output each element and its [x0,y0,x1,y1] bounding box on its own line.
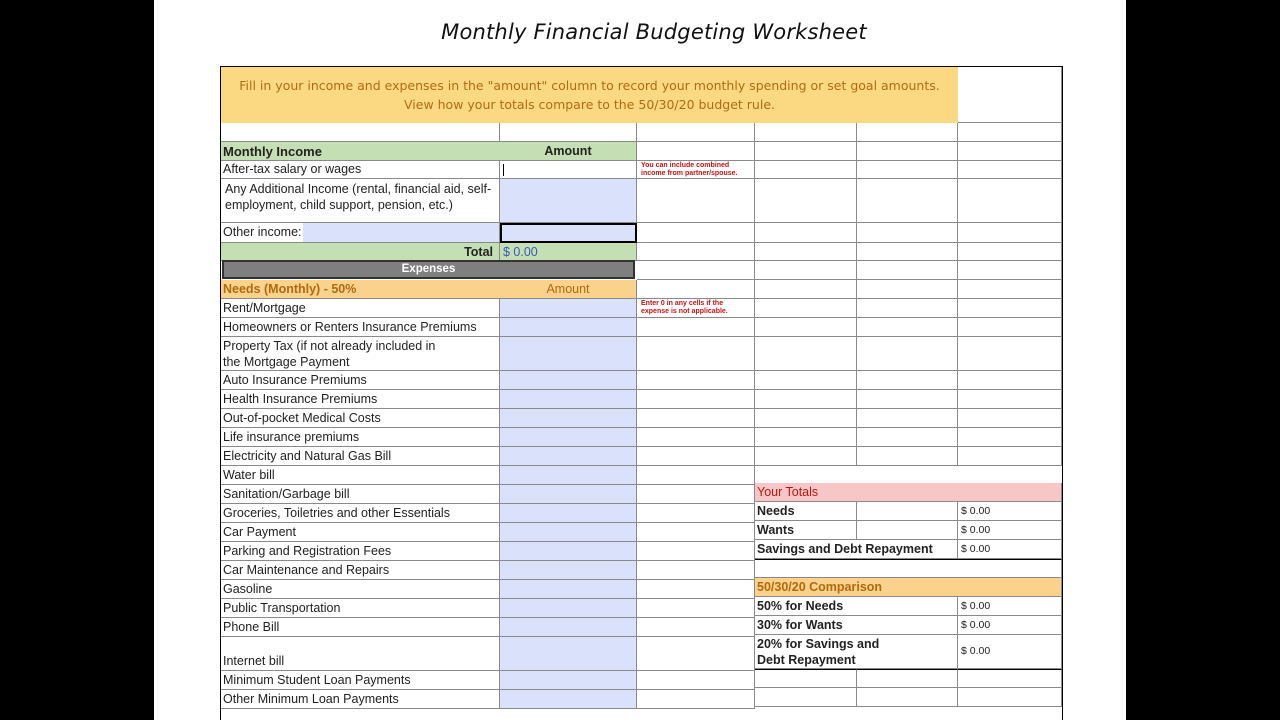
needs-item-label: Auto Insurance Premiums [221,371,500,390]
page-title: Monthly Financial Budgeting Worksheet [441,20,867,44]
grid-cell[interactable] [637,123,755,142]
comparison-savings-value: $ 0.00 [958,635,1062,669]
grid-cell[interactable] [958,447,1062,466]
needs-item-amount[interactable] [500,523,637,542]
income-salary-label: After-tax salary or wages [221,161,500,179]
grid-cell[interactable] [637,409,755,428]
needs-item-amount[interactable] [500,580,637,599]
needs-item-label: Car Maintenance and Repairs [221,561,500,580]
grid-cell[interactable] [755,337,857,371]
income-total-value: $ 0.00 [500,243,637,261]
grid-cell[interactable] [637,371,755,390]
grid-cell[interactable] [958,390,1062,409]
your-totals-header: Your Totals [755,483,1062,502]
needs-item-amount[interactable] [500,618,637,637]
instructions-line-2: View how your totals compare to the 50/30/20 budget rule. [404,97,775,112]
grid-cell[interactable] [637,179,755,223]
needs-item-label: Public Transportation [221,599,500,618]
grid-cell[interactable] [500,123,637,142]
totals-savings-value: $ 0.00 [958,540,1062,559]
grid-cell[interactable] [637,599,755,618]
grid-cell[interactable] [857,223,958,243]
grid-cell[interactable] [857,142,958,161]
grid-cell[interactable] [958,161,1062,179]
grid-cell[interactable] [637,485,755,504]
grid-cell[interactable] [857,280,958,299]
needs-item-label: Property Tax (if not already included in the Mortgage Payment [221,337,500,371]
needs-item-amount[interactable] [500,409,637,428]
grid-cell[interactable] [755,447,857,466]
needs-item-label: Gasoline [221,580,500,599]
grid-cell[interactable] [637,280,755,299]
grid-cell[interactable] [857,161,958,179]
grid-cell[interactable] [857,447,958,466]
grid-cell[interactable] [221,123,500,142]
grid-cell[interactable] [958,669,1062,688]
income-additional-label: Any Additional Income (rental, financial aid, self-employment, child support, pension, etc.) [221,179,500,223]
grid-cell[interactable] [637,337,755,371]
comparison-needs-value: $ 0.00 [958,597,1062,616]
grid-cell[interactable] [637,466,755,485]
grid-cell[interactable] [857,318,958,337]
grid-cell[interactable] [755,559,1062,578]
grid-cell[interactable] [958,428,1062,447]
comparison-wants-value: $ 0.00 [958,616,1062,635]
needs-item-amount[interactable] [500,561,637,580]
grid-cell[interactable] [755,161,857,179]
needs-item-amount[interactable] [500,428,637,447]
grid-cell[interactable] [857,243,958,261]
grid-cell[interactable] [637,580,755,599]
grid-cell[interactable] [637,299,755,318]
needs-item-label: Minimum Student Loan Payments [221,671,500,690]
grid-cell[interactable] [958,179,1062,223]
income-note: You can include combined income from partner/spouse. [641,162,738,177]
grid-cell[interactable] [637,523,755,542]
grid-cell[interactable] [857,179,958,223]
instructions-line-1: Fill in your income and expenses in the "amount" column to record your monthly spending or set goal amounts. [239,78,940,93]
grid-cell[interactable] [755,123,857,142]
needs-item-label: Groceries, Toiletries and other Essentials [221,504,500,523]
spreadsheet-grid [220,66,1063,720]
grid-cell[interactable] [637,318,755,337]
needs-item-label: Internet bill [221,637,500,671]
income-additional-amount[interactable] [500,179,637,223]
needs-item-label: Rent/Mortgage [221,299,500,318]
needs-item-amount[interactable] [500,690,637,709]
grid-cell[interactable] [637,261,755,280]
grid-cell[interactable] [857,371,958,390]
income-total-label: Total [221,243,500,261]
needs-item-amount[interactable] [500,390,637,409]
needs-item-amount[interactable] [500,299,637,318]
grid-cell[interactable] [857,409,958,428]
grid-cell[interactable] [958,123,1062,142]
needs-item-label: Life insurance premiums [221,428,500,447]
grid-cell[interactable] [755,261,857,280]
expenses-section-bar: Expenses [222,260,635,279]
grid-cell[interactable] [637,390,755,409]
needs-item-amount[interactable] [500,637,637,671]
grid-cell[interactable] [857,261,958,280]
grid-cell[interactable] [857,502,958,521]
grid-cell[interactable] [637,223,755,243]
grid-cell[interactable] [755,223,857,243]
income-other-description[interactable] [303,223,500,243]
needs-item-amount[interactable] [500,371,637,390]
needs-note: Enter 0 in any cells if the expense is not applicable. [641,300,728,315]
needs-item-label: Homeowners or Renters Insurance Premiums [221,318,500,337]
needs-item-amount[interactable] [500,337,637,371]
needs-item-amount[interactable] [500,671,637,690]
grid-cell[interactable] [637,618,755,637]
grid-cell[interactable] [958,337,1062,371]
grid-cell[interactable] [958,142,1062,161]
grid-cell[interactable] [958,409,1062,428]
needs-amount-header: Amount [500,280,637,299]
grid-cell[interactable] [637,243,755,261]
grid-cell[interactable] [755,428,857,447]
income-salary-amount[interactable] [500,161,637,179]
grid-cell[interactable] [637,504,755,523]
grid-cell[interactable] [857,299,958,318]
income-amount-header: Amount [500,142,637,161]
needs-item-label: Phone Bill [221,618,500,637]
needs-item-label: Parking and Registration Fees [221,542,500,561]
grid-cell[interactable] [958,67,1062,123]
grid-cell[interactable] [637,637,755,671]
grid-cell[interactable] [637,690,755,709]
totals-savings-label: Savings and Debt Repayment [755,540,958,559]
grid-cell[interactable] [637,542,755,561]
grid-cell[interactable] [755,280,857,299]
grid-cell[interactable] [958,261,1062,280]
grid-cell[interactable] [637,142,755,161]
grid-cell[interactable] [857,428,958,447]
needs-item-label: Electricity and Natural Gas Bill [221,447,500,466]
grid-cell[interactable] [637,447,755,466]
income-other-label: Other income: [221,223,303,243]
grid-cell[interactable] [755,243,857,261]
grid-cell[interactable] [755,688,857,707]
grid-cell[interactable] [958,318,1062,337]
totals-needs-label: Needs [755,502,857,521]
needs-item-label: Other Minimum Loan Payments [221,690,500,709]
needs-item-label: Water bill [221,466,500,485]
comparison-wants-label: 30% for Wants [755,616,958,635]
instructions-banner [221,67,958,123]
grid-cell[interactable] [755,179,857,223]
grid-cell[interactable] [857,123,958,142]
grid-cell[interactable] [958,223,1062,243]
totals-wants-value: $ 0.00 [958,521,1062,540]
needs-item-amount[interactable] [500,447,637,466]
grid-cell[interactable] [755,318,857,337]
income-other-amount[interactable] [500,223,637,243]
needs-item-label: Sanitation/Garbage bill [221,485,500,504]
needs-item-amount[interactable] [500,485,637,504]
grid-cell[interactable] [958,371,1062,390]
grid-cell[interactable] [857,688,958,707]
grid-cell[interactable] [958,688,1062,707]
grid-cell[interactable] [755,371,857,390]
comparison-needs-label: 50% for Needs [755,597,958,616]
totals-needs-value: $ 0.00 [958,502,1062,521]
grid-cell[interactable] [958,299,1062,318]
grid-cell[interactable] [857,337,958,371]
needs-item-amount[interactable] [500,542,637,561]
needs-item-label: Out-of-pocket Medical Costs [221,409,500,428]
totals-wants-label: Wants [755,521,857,540]
needs-item-amount[interactable] [500,466,637,485]
grid-cell[interactable] [755,390,857,409]
grid-cell[interactable] [755,299,857,318]
needs-item-amount[interactable] [500,504,637,523]
monthly-income-header: Monthly Income [221,142,500,161]
grid-cell[interactable] [857,390,958,409]
needs-item-label: Car Payment [221,523,500,542]
grid-cell[interactable] [637,428,755,447]
grid-cell[interactable] [958,243,1062,261]
comparison-savings-label: 20% for Savings and Debt Repayment [755,635,958,669]
grid-cell[interactable] [857,669,958,688]
document-page [154,0,1126,720]
grid-cell[interactable] [755,142,857,161]
needs-item-amount[interactable] [500,318,637,337]
grid-cell[interactable] [637,671,755,690]
grid-cell[interactable] [958,280,1062,299]
needs-item-amount[interactable] [500,599,637,618]
grid-cell[interactable] [755,409,857,428]
comparison-header: 50/30/20 Comparison [755,578,1062,597]
needs-item-label: Health Insurance Premiums [221,390,500,409]
grid-cell[interactable] [755,669,857,688]
text-cursor [503,164,504,176]
grid-cell[interactable] [637,161,755,179]
grid-cell[interactable] [857,521,958,540]
grid-cell[interactable] [637,561,755,580]
needs-header: Needs (Monthly) - 50% [221,280,500,299]
